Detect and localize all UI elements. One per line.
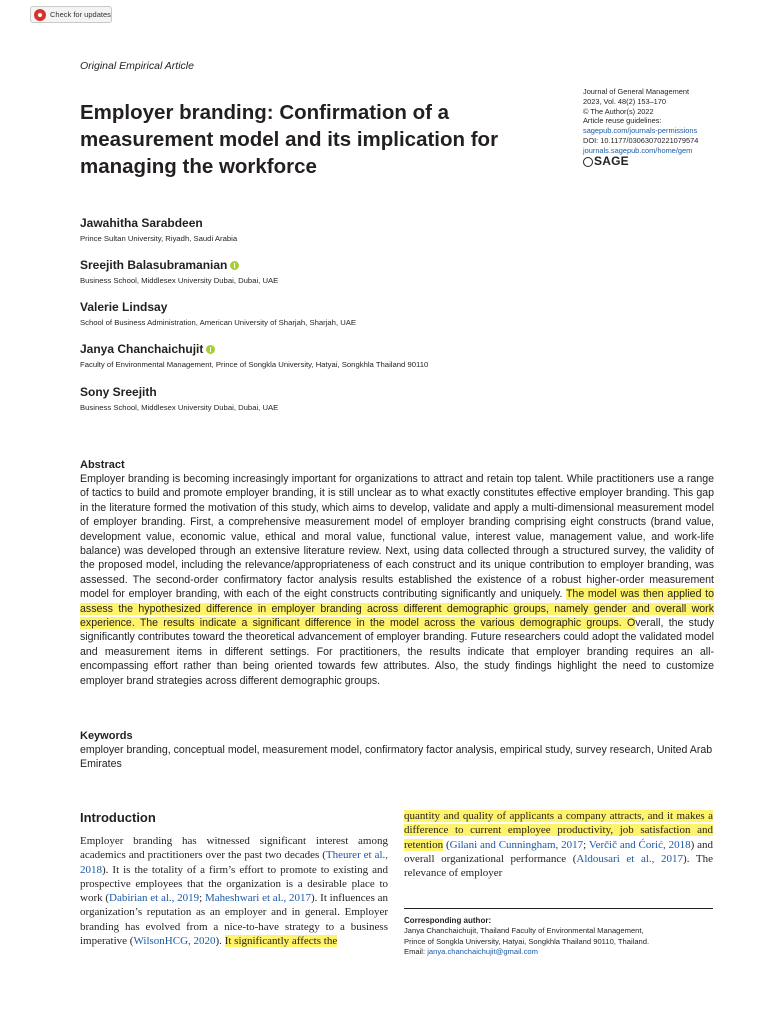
body-text: ). <box>215 935 225 948</box>
citation-link[interactable]: Aldousari et al., 2017 <box>576 852 684 865</box>
orcid-icon[interactable] <box>230 261 239 270</box>
author-affiliation: Business School, Middlesex University Dubai, Dubai, UAE <box>80 403 279 412</box>
email-label: Email: <box>404 947 428 957</box>
citation-link[interactable]: Theurer et al., 2018 <box>80 849 389 876</box>
article-type: Original Empirical Article <box>80 60 194 72</box>
author-name <box>80 216 640 230</box>
doi: DOI: 10.1177/03063070221079574 <box>583 135 699 145</box>
abstract-text-part: Employer branding is becoming increasingly important for organizations to attract and retain top talent. While practitioners use a range of tactics to build and promote employer branding, it is still unclear as to what exactly constitutes effective employer branding. This gap in the literature formed the motivation of this study, which aims to develop, validate and apply a multi-dimensional measurement model of employer branding. First, a comprehensive measurement model of employer branding comprising eight constructs (brand value, development value, economic value, ethical and moral value, functional value, interest value, management value, and work-life balance) was developed through an extensive literature review. Next, using data collected through a structured survey, the validity of the proposed model, including the relevance/appropriateness of each construct and its unique contribution to employer branding, was assessed. The second-order confirmatory factor analysis results established the existence of a robust higher-order measurement model for employer branding, with each of the eight constructs contributing significantly and uniquely. <box>80 473 714 601</box>
highlighted-text: quantity and quality of applicants a company attracts, and it makes a difference to current employee productivity, job satisfaction and retention <box>404 810 713 851</box>
sage-logo-icon <box>583 157 593 167</box>
author-name-text: Valerie Lindsay <box>80 300 168 314</box>
email-link[interactable]: janya.chanchaichujit@gmail.com <box>427 947 538 957</box>
body-text: Employer branding has witnessed significant interest among academics and practitioners over the past two decades ( <box>80 835 388 862</box>
author-affiliation: Faculty of Environmental Management, Prince of Songkla University, Hatyai, Songkhla Thailand 90110 <box>80 360 429 369</box>
author-name <box>80 385 640 399</box>
body-text: ). It is the totality of a firm’s effort to promote to existing and prospective employees that the organization is a desirable place to work ( <box>80 863 388 905</box>
body-text: ). The relevance of employer <box>404 852 713 880</box>
body-text: ; <box>583 838 589 851</box>
body-text: ( <box>443 838 450 851</box>
citation-link[interactable]: Verčič and Ćorić, 2018 <box>588 838 691 851</box>
corresponding-email-row <box>404 947 724 957</box>
body-text: ) and overall organizational performance ( <box>404 838 714 865</box>
abstract-section <box>80 459 714 688</box>
corresponding-author-line: Janya Chanchaichujit, Thailand Faculty of Environmental Management, <box>404 926 644 936</box>
journal-volume: 2023, Vol. 48(2) 153–170 <box>583 96 667 106</box>
introduction-right-column <box>404 809 713 880</box>
reuse-link[interactable]: sagepub.com/journals-permissions <box>583 126 698 136</box>
keywords-text: employer branding, conceptual model, measurement model, confirmatory factor analysis, empirical study, survey research, United Arab Emirates <box>80 744 713 771</box>
abstract-heading: Abstract <box>80 459 125 471</box>
journal-home-link[interactable]: journals.sagepub.com/home/gem <box>583 145 693 155</box>
copyright: © The Author(s) 2022 <box>583 106 654 116</box>
keywords-section <box>80 730 714 772</box>
citation-link[interactable]: Maheshwari et al., 2017 <box>204 892 311 905</box>
author-block <box>80 216 640 244</box>
abstract-highlight: The model was then applied to assess the hypothesized difference in employer branding across different demographic groups, namely gender and overall work experience. The results indicate a significant difference in the model across the various demographic groups. O <box>80 588 714 630</box>
author-block <box>80 342 640 370</box>
author-block <box>80 300 640 328</box>
abstract-text-part: verall, the study significantly contributes toward the theoretical advancement of employer branding. Future researchers could adopt the validated model and measurement items in different settings. For practitioners, the results indicate that employer branding requires an all-encompassing effort rather than being oriented towards few attributes. Also, the study findings highlight the need to customize employer brand strategies across different demographic groups. <box>80 617 714 687</box>
check-for-updates-button[interactable] <box>30 6 112 23</box>
journal-metadata <box>583 87 733 167</box>
author-block <box>80 385 640 413</box>
reuse-label: Article reuse guidelines: <box>583 116 662 126</box>
citation-link[interactable]: WilsonHCG, 2020 <box>133 935 216 948</box>
introduction-left-column <box>80 834 388 948</box>
author-name <box>80 342 640 356</box>
corresponding-author-heading: Corresponding author: <box>404 916 492 925</box>
abstract-text <box>80 472 714 688</box>
keywords-heading: Keywords <box>80 730 133 742</box>
highlighted-text: It significantly affects the <box>224 935 338 948</box>
update-icon <box>34 9 46 21</box>
author-affiliation: Prince Sultan University, Riyadh, Saudi Arabia <box>80 234 238 243</box>
publisher-name: SAGE <box>594 153 629 168</box>
author-block <box>80 258 640 286</box>
citation-link[interactable]: Dabirian et al., 2019 <box>109 892 200 905</box>
author-affiliation: Business School, Middlesex University Dubai, Dubai, UAE <box>80 276 279 285</box>
publisher-logo <box>583 153 733 168</box>
author-name-text: Sony Sreejith <box>80 385 157 399</box>
author-name-text: Jawahitha Sarabdeen <box>80 216 203 230</box>
author-name <box>80 300 640 314</box>
body-text: ). It influences an organization’s reputation as an employer and in general. Employer branding has evolved from a nice-to-have strategy to a business imperative ( <box>80 892 388 948</box>
paper-title: Employer branding: Confirmation of a measurement model and its implication for managing the workforce <box>80 101 499 178</box>
corresponding-author-line: Prince of Songkla University, Hatyai, Songkhla Thailand 90110, Thailand. <box>404 936 650 946</box>
journal-name: Journal of General Management <box>583 87 689 96</box>
citation-link[interactable]: Gilani and Cunningham, 2017 <box>449 838 584 851</box>
check-for-updates-label: Check for updates <box>50 10 111 19</box>
body-text: ; <box>199 892 205 905</box>
orcid-icon[interactable] <box>206 345 215 354</box>
introduction-heading: Introduction <box>80 810 156 825</box>
author-affiliation: School of Business Administration, American University of Sharjah, Sharjah, UAE <box>80 318 357 327</box>
author-name-text: Janya Chanchaichujit <box>80 342 204 356</box>
author-name <box>80 258 640 272</box>
author-name-text: Sreejith Balasubramanian <box>80 258 228 272</box>
corresponding-author <box>404 916 724 958</box>
footnote-divider <box>404 908 713 909</box>
